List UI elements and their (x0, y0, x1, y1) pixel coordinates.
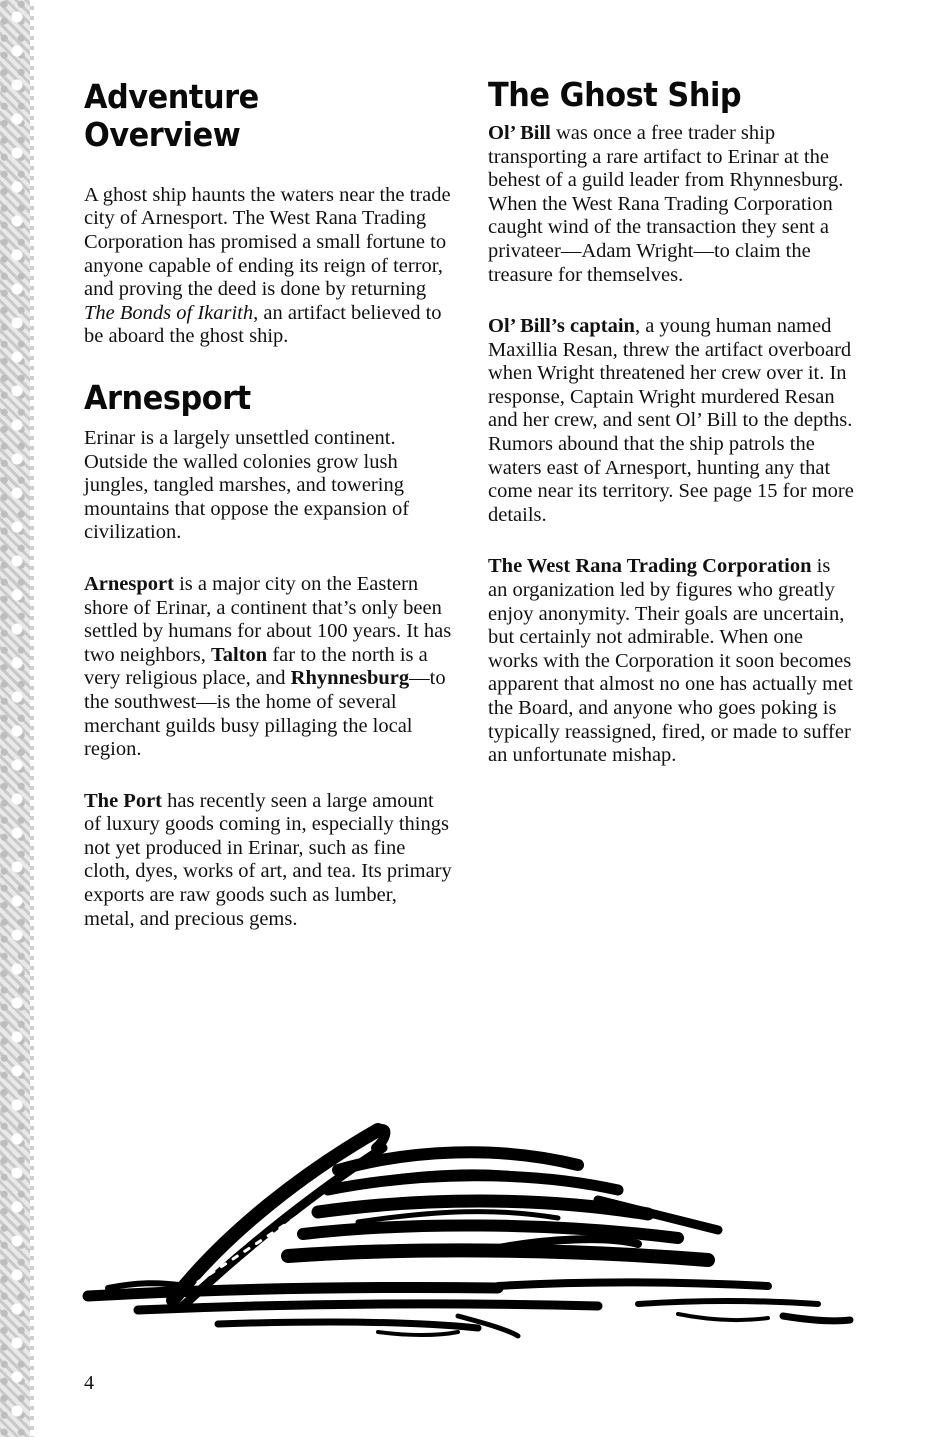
arnesport-text-3: —to the southwest—is the home of several merchant guilds busy pillaging the local region. (84, 667, 446, 761)
bonds-of-ikarith-title: The Bonds of Ikarith (84, 301, 254, 324)
captain-paragraph (488, 315, 854, 527)
corporation-term: The West Rana Trading Corporation (488, 555, 812, 578)
arnesport-text-2: far to the north is a very religious place, and (84, 643, 428, 690)
decorative-page-border (0, 0, 34, 1437)
captain-text: , a young human named Maxillia Resan, threw the artifact overboard when Wright threatened her crew over it. In response, Captain Wright murdered Resan and her crew, and sent Ol’ Bill to the depths. Rumors abound that the ship patrols the waters east of Arnesport, hunting any that come near its territory. See page 15 for more details. (488, 315, 854, 526)
olbill-text: was once a free trader ship transporting a rare artifact to Erinar at the behest of a guild leader from Rhynnesburg. When the West Rana Trading Corporation caught wind of the transaction they sent a privateer—Adam Wright—to claim the treasure for themselves. (488, 121, 844, 286)
shipwreck-ink-drawing-icon (78, 1110, 858, 1350)
left-column (84, 78, 452, 931)
arnesport-heading: Arnesport (84, 378, 251, 418)
port-paragraph (84, 790, 452, 932)
port-text: has recently seen a large amount of luxury goods coming in, especially things not yet produced in Erinar, such as fine cloth, dyes, works of art, and tea. Its primary exports are raw goods such as lumber, metal, and precious gems. (84, 789, 452, 930)
arnesport-paragraph (84, 573, 452, 762)
adventure-overview-heading: Adventure Overview (84, 77, 259, 154)
talton-term: Talton (210, 643, 268, 666)
ghost-ship-heading: The Ghost Ship (488, 75, 742, 114)
olbill-term: Ol’ Bill (488, 121, 551, 144)
arnesport-term: Arnesport (84, 572, 174, 595)
overview-text-start: A ghost ship haunts the waters near the trade city of Arnesport. The West Rana Trading Corporation has promised a small fortune to anyone capable of ending its reign of terror, and proving the deed is done by returning (84, 183, 451, 301)
overview-paragraph (84, 184, 452, 349)
right-column (488, 76, 854, 768)
port-term: The Port (84, 789, 162, 812)
captain-term: Ol’ Bill’s captain (488, 315, 635, 338)
rhynnesburg-term: Rhynnesburg (290, 667, 410, 690)
erinar-paragraph: Erinar is a largely unsettled continent. Outside the walled colonies grow lush jungles, tangled marshes, and towering mountains that oppose the expansion of civilization. (84, 426, 410, 544)
overview-text-end: , an artifact believed to be aboard the ghost ship. (84, 301, 442, 348)
corporation-text: is an organization led by figures who greatly enjoy anonymity. Their goals are uncertain, but certainly not admirable. When one works with the Corporation it soon becomes apparent that almost no one has actually met the Board, and anyone who goes poking is typically reassigned, fired, or made to suffer an unfortunate mishap. (488, 555, 853, 767)
corporation-paragraph (488, 555, 854, 767)
page-number: 4 (84, 1372, 94, 1394)
arnesport-text-1: is a major city on the Eastern shore of Erinar, a continent that’s only been settled by humans for about 100 years. It has two neighbors, (84, 572, 452, 666)
olbill-paragraph (488, 122, 854, 287)
